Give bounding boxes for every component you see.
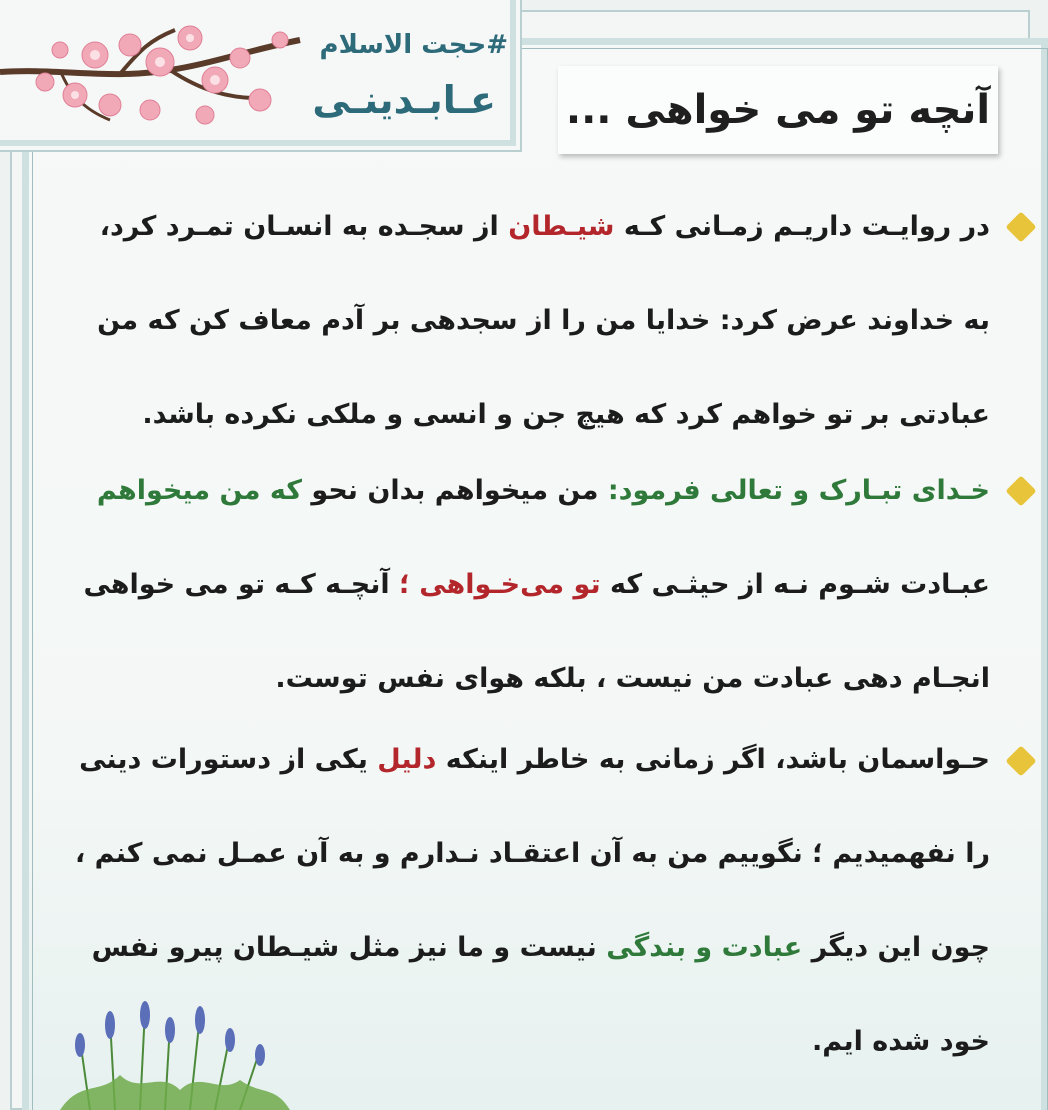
scholar-title: #حجت الاسلام xyxy=(319,30,508,60)
scholar-name: عـابـدینـی xyxy=(312,78,496,122)
text-line: چون این دیگر عبادت و بندگی نیست و ما نیز مثل شیـطان پیرو نفس xyxy=(91,932,990,963)
highlight-as-i-want: که من میخواهم xyxy=(96,475,302,506)
text-line: خـدای تبـارک و تعالی فرمود: من میخواهم بدان نحو که من میخواهم xyxy=(96,475,990,506)
text-line: انجـام دهی عبادت من نیست ، بلکه هوای نفس توست. xyxy=(275,663,990,694)
header-panel xyxy=(0,0,522,152)
text-line: به خداوند عرض کرد: خدایا من را از سجدهی بر آدم معاف کن که من xyxy=(97,305,990,336)
text-line: را نفهمیدیم ؛ نگوییم من به آن اعتقـاد نـدارم و به آن عمـل نمی کنم ، xyxy=(74,838,990,869)
text-line: در روایـت داریـم زمـانی کـه شیـطان از سجـده به انسـان تمـرد کرد، xyxy=(99,211,990,242)
text-line: عبـادت شـوم نـه از حیثـی که تو می‌خـواهی ؛ آنچـه کـه تو می خواهی xyxy=(83,569,990,600)
cherry-blossom-icon xyxy=(0,10,320,140)
lavender-icon xyxy=(60,1000,290,1110)
text-line: عبادتی بر تو خواهم کرد که هیچ جن و انسی و ملکی نکرده باشد. xyxy=(142,399,990,430)
highlight-worship: عبادت و بندگی xyxy=(606,932,803,963)
page-title: آنچه تو می خواهی ... xyxy=(558,66,998,154)
highlight-you-want: تو می‌خـواهی ؛ xyxy=(399,569,601,600)
text-line: حـواسمان باشد، اگر زمانی به خاطر اینکه دلیل یکی از دستورات دینی xyxy=(79,744,990,775)
highlight-reason: دلیل xyxy=(377,744,437,775)
highlight-shaitan: شیـطان xyxy=(508,211,615,242)
paragraph-2 xyxy=(60,444,990,726)
paragraph-1 xyxy=(60,180,990,462)
highlight-god-said: خـدای تبـارک و تعالی فرمود: xyxy=(607,475,990,506)
text-line: خود شده ایم. xyxy=(812,1026,990,1057)
